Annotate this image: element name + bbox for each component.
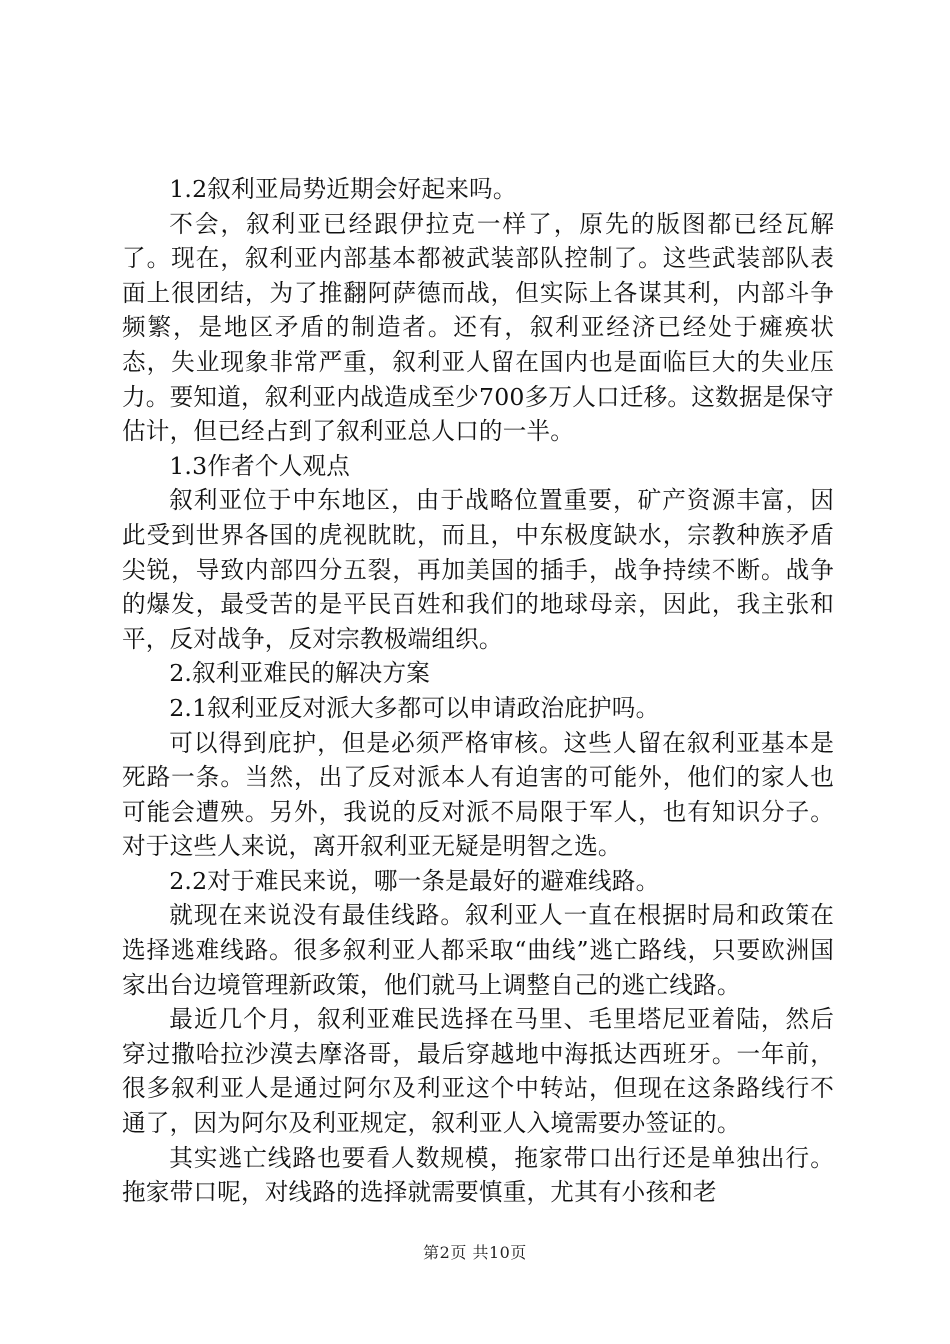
body-paragraph: 不会，叙利亚已经跟伊拉克一样了，原先的版图都已经瓦解了。现在，叙利亚内部基本都被武装部队控制了。这些武装部队表面上很团结，为了推翻阿萨德而战，但实际上各谋其利，内部斗争频繁，是地区矛盾的制造者。还有，叙利亚经济已经处于瘫痪状态，失业现象非常严重，叙利亚人留在国内也是面临巨大的失业压力。要知道，叙利亚内战造成至少700多万人口迁移。这数据是保守估计，但已经占到了叙利亚总人口的一半。 [122, 209, 834, 446]
body-paragraph: 就现在来说没有最佳线路。叙利亚人一直在根据时局和政策在选择逃难线路。很多叙利亚人都采取“曲线”逃亡路线，只要欧洲国家出台边境管理新政策，他们就马上调整自己的逃亡线路。 [122, 901, 834, 999]
body-paragraph: 叙利亚位于中东地区，由于战略位置重要，矿产资源丰富，因此受到世界各国的虎视眈眈，而且，中东极度缺水，宗教种族矛盾尖锐，导致内部四分五裂，再加美国的插手，战争持续不断。战争的爆发，最受苦的是平民百姓和我们的地球母亲，因此，我主张和平，反对战争，反对宗教极端组织。 [122, 486, 834, 653]
body-paragraph: 最近几个月，叙利亚难民选择在马里、毛里塔尼亚着陆，然后穿过撒哈拉沙漠去摩洛哥，最后穿越地中海抵达西班牙。一年前，很多叙利亚人是通过阿尔及利亚这个中转站，但现在这条路线行不通了，因为阿尔及利亚规定，叙利亚人入境需要办签证的。 [122, 1005, 834, 1138]
section-heading-2-2: 2.2对于难民来说，哪一条是最好的避难线路。 [169, 866, 660, 895]
section-heading-1-3: 1.3作者个人观点 [169, 451, 351, 480]
body-paragraph: 其实逃亡线路也要看人数规模，拖家带口出行还是单独出行。拖家带口呢，对线路的选择就需要慎重，尤其有小孩和老 [122, 1143, 834, 1207]
document-body [122, 172, 834, 1210]
section-heading-1-2: 1.2叙利亚局势近期会好起来吗。 [169, 175, 517, 203]
section-heading-2: 2.叙利亚难民的解决方案 [169, 659, 431, 688]
body-paragraph: 可以得到庇护，但是必须严格审核。这些人留在叙利亚基本是死路一条。当然，出了反对派本人有迫害的可能外，他们的家人也可能会遭殃。另外，我说的反对派不局限于军人，也有知识分子。对于这些人来说，离开叙利亚无疑是明智之选。 [122, 728, 834, 861]
section-heading-2-1: 2.1叙利亚反对派大多都可以申请政治庇护吗。 [169, 693, 660, 722]
page-number-footer: 第2页 共10页 [423, 1243, 527, 1262]
